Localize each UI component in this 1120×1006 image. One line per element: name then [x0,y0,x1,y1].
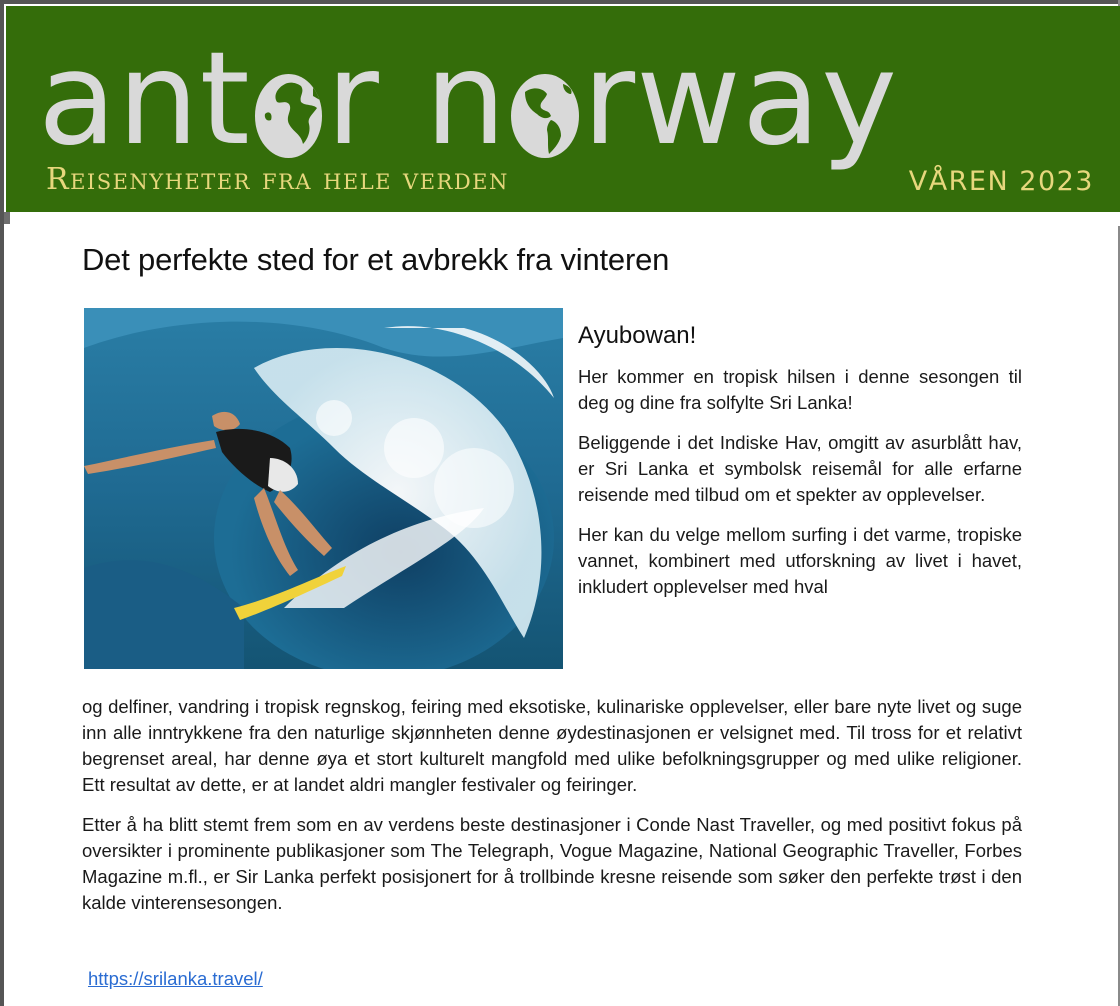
globe-icon [255,74,323,158]
article-intro [578,322,1022,614]
article-body [82,694,1022,930]
surfer-photo [84,308,563,669]
body-paragraph: og delfiner, vandring i tropisk regnskog, feiring med eksotiske, kulinariske opplevelser, eller bare nyte livet og suge inn alle inntrykkene fra den naturlige skjønnheten denne øydestinasjonen er velsignet med. Til tross for et relativt begrenset areal, har denne øya et stort kulturelt mangfold med ulike befolkningsgrupper og med ulike religioner. Ett resultat av dette, er at landet aldri mangler festivaler og feiringer. [82,696,1022,795]
article-headline: Det perfekte sted for et avbrekk fra vinteren [82,242,670,277]
frame-border-top [0,0,1120,4]
banner-shadow [4,212,10,224]
logo-text-part: r [326,25,380,174]
intro-paragraph: Beliggende i det Indiske Hav, omgitt av asurblått hav, er Sri Lanka et symbolsk reisemål for alle erfarne reisende med tilbud om et spekter av opplevelser. [578,432,1022,505]
logo-text-part: ant [38,25,251,174]
logo-text-part: rway [582,25,898,174]
issue-season: VÅREN 2023 [908,166,1094,197]
frame-border-left [0,0,4,1006]
masthead-banner [6,6,1120,212]
logo-text-part: n [424,25,507,174]
srilanka-travel-link[interactable]: https://srilanka.travel/ [88,968,263,989]
banner-divider [6,212,1120,226]
intro-paragraph: Her kan du velge mellom surfing i det varme, tropiske vannet, kombinert med utforskning av livet i havet, inkludert opplevelser med hval [578,524,1022,597]
masthead-tagline: Reisenyheter fra hele verden [46,162,509,197]
masthead-logo [38,14,898,174]
body-paragraph: Etter å ha blitt stemt frem som en av verdens beste destinasjoner i Conde Nast Traveller, og med positivt fokus på oversikter i prominente publikasjoner som The Telegraph, Vogue Magazine, National Geographic Traveller, Forbes Magazine m.fl., er Sir Lanka perfekt posisjonert for å trollbinde kresne reisende som søker den perfekte trøst i den kalde vinterensesongen. [82,814,1022,913]
globe-icon [511,74,579,158]
article-greeting: Ayubowan! [578,322,697,349]
intro-paragraph: Her kommer en tropisk hilsen i denne sesongen til deg og dine fra solfylte Sri Lanka! [578,366,1022,413]
